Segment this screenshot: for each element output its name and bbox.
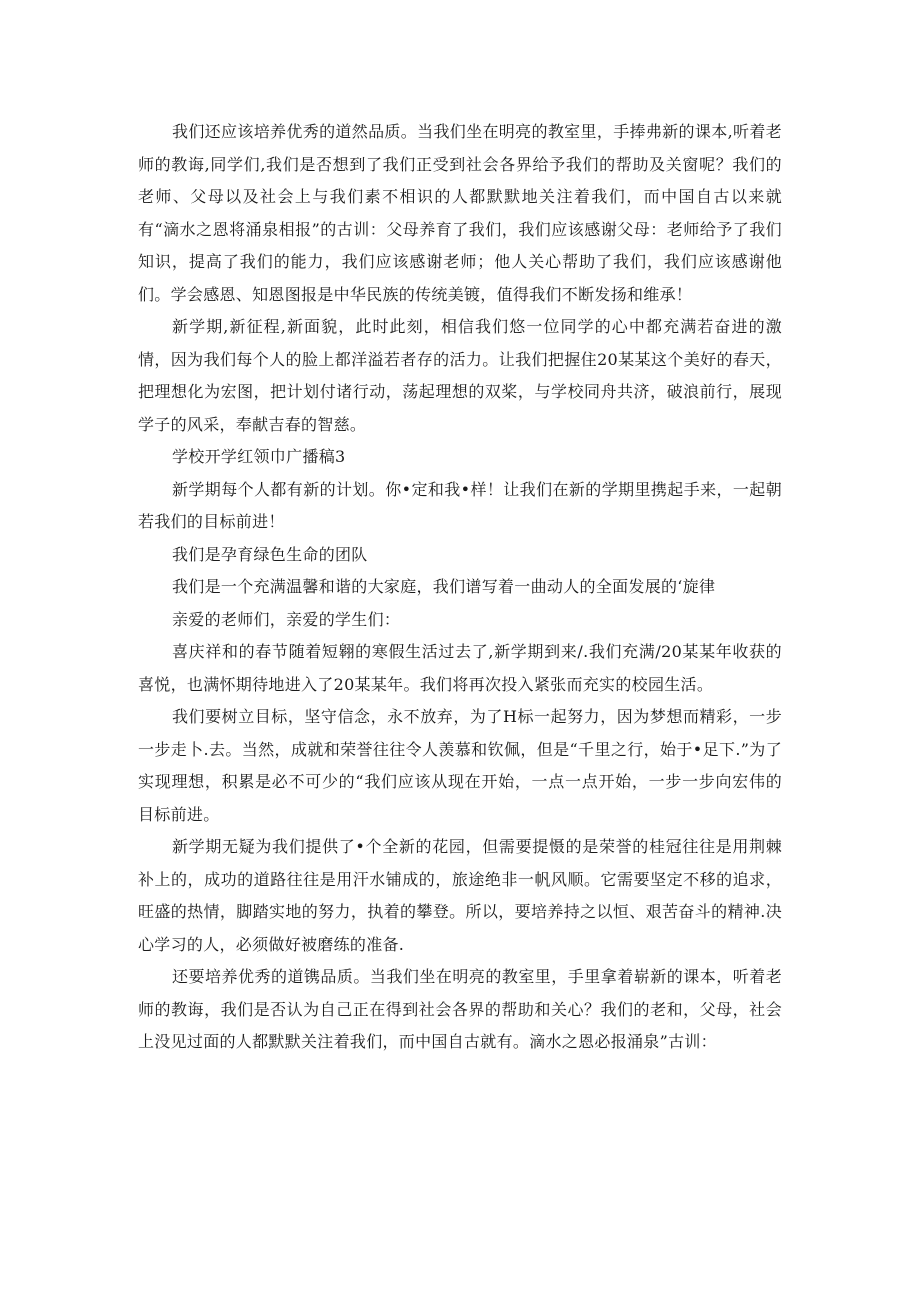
paragraph-moral-quality: 还要培养优秀的道镌品质。当我们坐在明亮的教室里，手里拿着崭新的课本，听着老师的教诲，我们是否认为自己正在得到社会各界的帮助和关心？我们的老和，父母，社会上没见过面的人都默默关注着我们，而中国自古就有。滴水之恩必报涌泉”古训：: [138, 967, 782, 1051]
paragraph-goals: 我们要树立目标，坚守信念，永不放弃，为了H标一起努力，因为梦想而精彩，一步一步走卜.去。当然，成就和荣誉往往令人羡慕和钦佩，但是“千里之行，始于•足下.”为了实现理想，积累是必不可少的“我们应该从现在开始，一点一点开始，一步一步向宏伟的目标前进。: [138, 707, 782, 824]
section-heading: 学校开学红领巾广播稿3: [172, 447, 346, 466]
paragraph-family: 我们是一个充满温馨和谐的大家庭，我们谱写着一曲动人的全面发展的‘旋律: [172, 577, 716, 596]
paragraph-spring-festival: 喜庆祥和的春节随着短翱的寒假生活过去了,新学期到来/.我们充满/20某某年收获的喜悦，也满怀期待地进入了20某某年。我们将再次投入紧张而充实的校园生活。: [138, 642, 782, 694]
document-body: [138, 116, 782, 1059]
salutation: 亲爱的老师们，亲爱的学生们：: [172, 609, 401, 629]
paragraph-team: 我们是孕育绿色生命的团队: [172, 544, 368, 564]
paragraph-gratitude: 我们还应该培养优秀的道然品质。当我们坐在明亮的教室里，手捧弗新的课本,听着老师的教诲,同学们,我们是否想到了我们正受到社会各界给予我们的帮助及关窗呢？我们的老师、父母以及社会上与我们素不相识的人都默默地关注着我们，而中国自古以来就有“滴水之恩将涌泉相报”的古训：父母养育了我们，我们应该感谢父母：老师给予了我们知识，提高了我们的能力，我们应该感谢老师；他人关心帮助了我们，我们应该感谢他们。学会感恩、知恩图报是中华民族的传统美镀，值得我们不断发扬和维承！: [138, 122, 782, 304]
paragraph-plans: 新学期每个人都有新的计划。你•定和我•样！让我们在新的学期里携起手来，一起朝若我们的目标前进！: [138, 479, 782, 531]
paragraph-new-semester: 新学期,新征程,新面貌，此时此刻，相信我们悠一位同学的心中都充满若奋进的激情，因为我们每个人的脸上都洋溢若者存的活力。让我们把握住20某某这个美好的春天，把理想化为宏图，把计划付诸行动，荡起理想的双桨，与学校同舟共济，破浪前行，展现学子的风采，奉献吉春的智慈。: [138, 317, 782, 434]
paragraph-garden: 新学期无疑为我们提供了•个全新的花园，但需要提慑的是荣誉的桂冠往往是用荆棘补上的，成功的道路往往是用汗水铺成的，旅途绝非一帆风顺。它需要坚定不移的追求，旺盛的热情，脚踏实地的努力，执着的攀登。所以，要培养持之以恒、艰苦奋斗的精神.决心学习的人，必须做好被磨练的准备.: [138, 837, 782, 954]
